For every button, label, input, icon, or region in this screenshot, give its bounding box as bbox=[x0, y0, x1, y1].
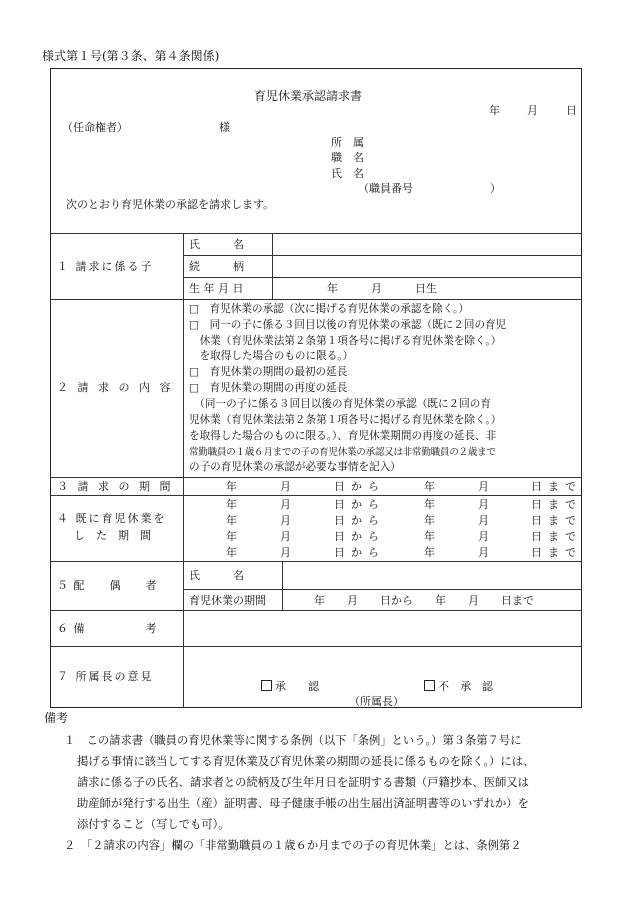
sama-label: 様 bbox=[219, 121, 230, 134]
period-month: 月 bbox=[280, 530, 291, 543]
content-line: の子の育児休業の承認が必要な事情を記入） bbox=[189, 461, 401, 473]
period-from: 日から bbox=[334, 498, 385, 511]
period-month: 月 bbox=[478, 530, 489, 543]
child-relation-label: 続 柄 bbox=[189, 260, 244, 273]
period-month: 月 bbox=[280, 480, 291, 493]
period-year: 年 bbox=[226, 498, 237, 511]
period-month: 月 bbox=[280, 514, 291, 527]
period-month: 月 bbox=[280, 546, 291, 559]
period-until: 日まで bbox=[531, 480, 582, 493]
department-head-label: （所属長） bbox=[349, 695, 404, 708]
content-line: □ 同一の子に係る３回目以後の育児休業の承認（既に２回の育児 bbox=[189, 319, 507, 331]
position-label: 職 名 bbox=[331, 151, 364, 164]
row5-label: ５ 配 偶 者 bbox=[57, 579, 158, 592]
rule-header-bottom bbox=[50, 233, 582, 234]
period-month: 月 bbox=[478, 480, 489, 493]
intro-text: 次のとおり育児休業の承認を請求します。 bbox=[66, 198, 275, 211]
rule bbox=[50, 646, 582, 647]
period-until: 日まで bbox=[531, 498, 582, 511]
period-month: 月 bbox=[478, 546, 489, 559]
row3-label: ３ 請 求 の 期 間 bbox=[57, 480, 174, 493]
disapprove-checkbox[interactable] bbox=[424, 680, 435, 691]
form-title: 育児休業承認請求書 bbox=[254, 89, 363, 103]
approve-checkbox[interactable] bbox=[261, 680, 272, 691]
rule bbox=[50, 610, 582, 611]
row5-divider bbox=[282, 561, 283, 610]
content-line: 児休業（育児休業法第２条第１項各号に掲げる育児休業を除く。） bbox=[189, 414, 502, 426]
content-line: □ 育児休業の承認（次に掲げる育児休業の承認を除く。） bbox=[189, 303, 469, 315]
period-year: 年 bbox=[226, 530, 237, 543]
content-line: 常勤職員の１歳６月までの子の育児休業の承認又は非常勤職員の２歳まで bbox=[189, 447, 496, 458]
row7-label: ７ 所属長の意見 bbox=[57, 670, 154, 683]
disapprove-option[interactable] bbox=[424, 680, 493, 693]
appointer-label: （任命権者） bbox=[62, 121, 128, 134]
period-year: 年 bbox=[226, 514, 237, 527]
period-from: 日から bbox=[334, 546, 385, 559]
rule bbox=[50, 299, 582, 300]
child-birth-value: 年 月 日生 bbox=[327, 282, 437, 295]
label-column-divider bbox=[183, 233, 184, 708]
spouse-leave-value: 年 月 日から 年 月 日まで bbox=[314, 594, 534, 607]
period-year: 年 bbox=[424, 514, 435, 527]
rule bbox=[50, 477, 582, 478]
note-line: １ この請求書（職員の育児休業等に関する条例（以下「条例」という。）第３条第７号に bbox=[64, 734, 522, 747]
approve-option[interactable] bbox=[261, 680, 319, 693]
staff-number-label: （職員番号 ） bbox=[358, 182, 501, 195]
period-year: 年 bbox=[424, 530, 435, 543]
period-year: 年 bbox=[424, 546, 435, 559]
period-from: 日から bbox=[334, 530, 385, 543]
note-line: 請求に係る子の氏名、請求者との続柄及び生年月日を証明する書類（戸籍抄本、医師又は bbox=[77, 776, 529, 789]
note-line: 添付すること（写しでも可）。 bbox=[77, 818, 230, 831]
period-from: 日から bbox=[334, 514, 385, 527]
date-month: 月 bbox=[527, 104, 538, 117]
content-line: □ 育児休業の期間の最初の延長 bbox=[189, 366, 348, 378]
form-number-label: 様式第１号(第３条、第４条関係) bbox=[42, 49, 220, 63]
period-until: 日まで bbox=[531, 514, 582, 527]
row4-label-1: ４ 既に育児休業を bbox=[57, 512, 167, 525]
row2-label: ２ 請 求 の 内 容 bbox=[57, 381, 174, 394]
period-year: 年 bbox=[226, 480, 237, 493]
date-year: 年 bbox=[489, 104, 500, 117]
disapprove-label: 不 承 認 bbox=[438, 680, 493, 693]
period-until: 日まで bbox=[531, 530, 582, 543]
note-line: 掲げる事情に該当してする育児休業及び育児休業の期間の延長に係るものを除く。）には、 bbox=[77, 755, 535, 768]
spouse-name-label: 氏 名 bbox=[189, 569, 244, 582]
date-day: 日 bbox=[566, 104, 577, 117]
affiliation-label: 所 属 bbox=[331, 136, 364, 149]
spouse-leave-label: 育児休業の期間 bbox=[189, 594, 266, 607]
row4-label-2: し た 期 間 bbox=[74, 529, 151, 542]
child-name-label: 氏 名 bbox=[189, 238, 244, 251]
period-month: 月 bbox=[280, 498, 291, 511]
period-month: 月 bbox=[478, 514, 489, 527]
row1-divider bbox=[272, 233, 273, 299]
content-line: を取得した場合のものに限る。） bbox=[189, 350, 354, 362]
child-birth-label: 生 年 月 日 bbox=[189, 282, 244, 295]
period-month: 月 bbox=[478, 498, 489, 511]
approve-label: 承 認 bbox=[275, 680, 319, 693]
period-year: 年 bbox=[424, 498, 435, 511]
rule bbox=[183, 277, 582, 278]
rule bbox=[50, 561, 582, 562]
applicant-name-label: 氏 名 bbox=[331, 167, 364, 180]
content-line: を取得した場合のものに限る。）、育児休業期間の再度の延長、非 bbox=[189, 430, 497, 442]
content-line: □ 育児休業の期間の再度の延長 bbox=[189, 382, 348, 394]
period-year: 年 bbox=[424, 480, 435, 493]
content-line: 休業（育児休業法第２条第１項各号に掲げる育児休業を除く。） bbox=[189, 335, 502, 347]
period-year: 年 bbox=[226, 546, 237, 559]
notes-heading: 備考 bbox=[44, 711, 69, 725]
rule bbox=[183, 255, 582, 256]
note-line: 助産師が発行する出生（産）証明書、母子健康手帳の出生届出済証明書等のいずれか）を bbox=[77, 797, 529, 810]
row1-label: １ 請求に係る子 bbox=[57, 260, 154, 273]
row6-label: ６ 備 考 bbox=[57, 622, 158, 635]
rule bbox=[50, 495, 582, 496]
period-from: 日から bbox=[334, 480, 385, 493]
note-line: ２ 「２請求の内容」欄の「非常勤職員の１歳６か月までの子の育児休業」とは、条例第２ bbox=[64, 839, 522, 852]
rule bbox=[183, 589, 582, 590]
period-until: 日まで bbox=[531, 546, 582, 559]
content-line: （同一の子に係る３回目以後の育児休業の承認（既に２回の育 bbox=[189, 398, 491, 410]
